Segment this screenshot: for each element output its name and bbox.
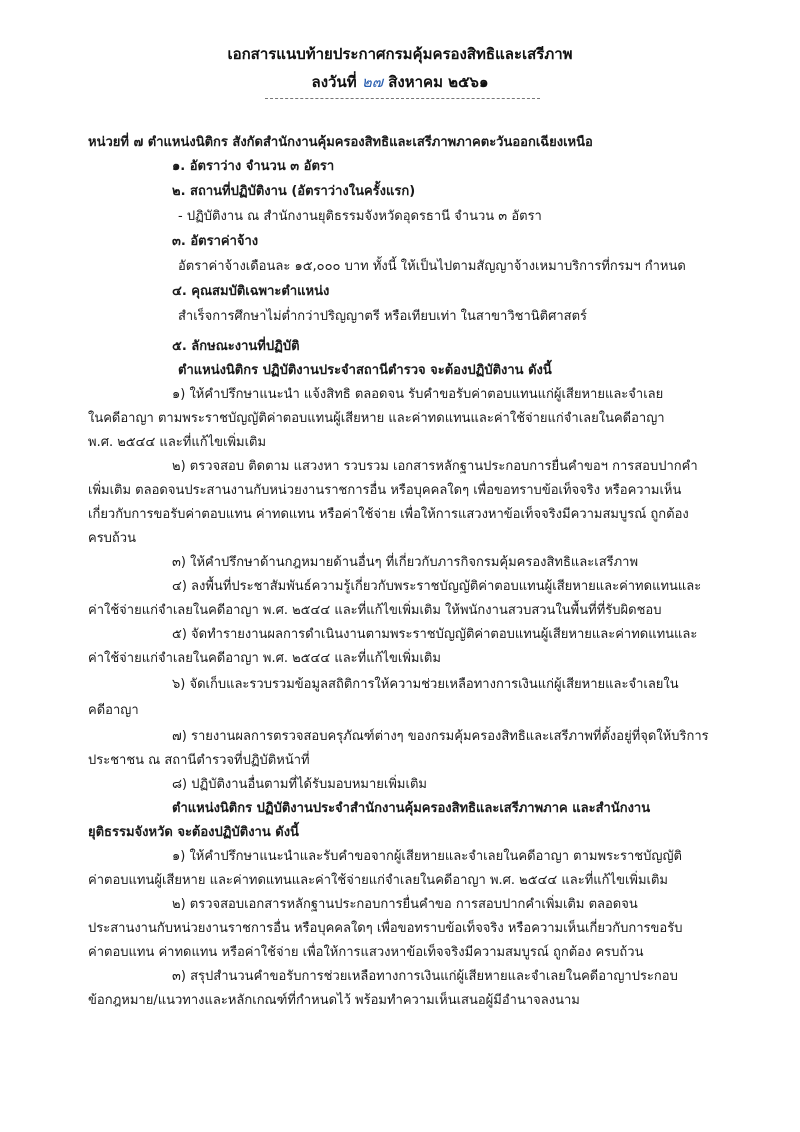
police-duty-line: เกี่ยวกับการขอรับค่าตอบแทน ค่าทดแทน หรือค่าใช้จ่าย เพื่อให้การแสวงหาข้อเท็จจริงมีความสมบูรณ์ ถูกต้อง [88,507,689,522]
office-duties-heading-1: ตำแหน่งนิติกร ปฏิบัติงานประจำสำนักงานคุ้มครองสิทธิและเสรีภาพภาค และสำนักงาน [172,801,651,816]
police-duty-line: ๑) ให้คำปรึกษาแนะนำ แจ้งสิทธิ ตลอดจน รับคำขอรับค่าตอบแทนแก่ผู้เสียหายและจำเลย [172,387,664,402]
office-duty-line: ๑) ให้คำปรึกษาแนะนำและรับคำขอจากผู้เสียหายและจำเลยในคดีอาญา ตามพระราชบัญญัติ [172,849,682,864]
divider-dashed [265,98,540,99]
police-duty-line: ๖) จัดเก็บและรวบรวมข้อมูลสถิติการให้ความช่วยเหลือทางการเงินแก่ผู้เสียหายและจำเลยใน [172,677,679,692]
police-duty-line: ๕) จัดทำรายงานผลการดำเนินงานตามพระราชบัญญัติค่าตอบแทนผู้เสียหายและค่าทดแทนและ [172,627,698,642]
section-2-label: ๒. สถานที่ปฏิบัติงาน (อัตราว่างในครั้งแรก) [172,184,416,199]
date-prefix: ลงวันที่ [311,73,357,91]
office-duty-line: ค่าตอบแทน ค่าทดแทน หรือค่าใช้จ่าย เพื่อให้การแสวงหาข้อเท็จจริงมีความสมบูรณ์ ถูกต้อง ครบถ้วน [88,945,644,960]
police-duty-line: ประชาชน ณ สถานีตำรวจที่ปฏิบัติหน้าที่ [88,753,310,768]
section-2-detail: - ปฏิบัติงาน ณ สำนักงานยุติธรรมจังหวัดอุดรธานี จำนวน ๓ อัตรา [178,209,542,224]
office-duty-line: ประสานงานกับหน่วยงานราชการอื่น หรือบุคคลใดๆ เพื่อขอทราบข้อเท็จจริง หรือความเห็นเกี่ยวกับการขอรับ [88,921,683,936]
section-4-detail: สำเร็จการศึกษาไม่ต่ำกว่าปริญญาตรี หรือเทียบเท่า ในสาขาวิชานิติศาสตร์ [178,309,587,324]
handwritten-day: ๒๗ [361,73,384,91]
office-duty-line: ๒) ตรวจสอบเอกสารหลักฐานประกอบการยื่นคำขอ การสอบปากคำเพิ่มเติม ตลอดจน [172,897,638,912]
document-date [0,70,800,94]
police-duty-line: ๘) ปฏิบัติงานอื่นตามที่ได้รับมอบหมายเพิ่มเติม [172,777,427,792]
section-3-label: ๓. อัตราค่าจ้าง [172,234,259,249]
office-duty-line: ข้อกฎหมาย/แนวทางและหลักเกณฑ์ที่กำหนดไว้ พร้อมทำความเห็นเสนอผู้มีอำนาจลงนาม [88,993,580,1008]
section-5-label: ๕. ลักษณะงานที่ปฏิบัติ [172,339,300,354]
office-duty-line: ค่าตอบแทนผู้เสียหาย และค่าทดแทนและค่าใช้จ่ายแก่จำเลยในคดีอาญา พ.ศ. ๒๕๔๔ และที่แก้ไขเพิ่มเติม [88,873,668,888]
date-suffix: สิงหาคม ๒๕๖๑ [388,73,489,91]
police-duty-line: ๗) รายงานผลการตรวจสอบครุภัณฑ์ต่างๆ ของกรมคุ้มครองสิทธิและเสรีภาพที่ตั้งอยู่ที่จุดให้บริการ [172,729,709,744]
police-duty-line: ค่าใช้จ่ายแก่จำเลยในคดีอาญา พ.ศ. ๒๕๔๔ และที่แก้ไขเพิ่มเติม [88,651,441,666]
police-duty-line: ครบถ้วน [88,531,136,546]
police-duty-line: ๓) ให้คำปรึกษาด้านกฎหมายด้านอื่นๆ ที่เกี่ยวกับภารกิจกรมคุ้มครองสิทธิและเสรีภาพ [172,555,639,570]
section-3-detail: อัตราค่าจ้างเดือนละ ๑๕,๐๐๐ บาท ทั้งนี้ ให้เป็นไปตามสัญญาจ้างเหมาบริการที่กรมฯ กำหนด [178,259,686,274]
office-duties-heading-2: ยุติธรรมจังหวัด จะต้องปฏิบัติงาน ดังนี้ [88,825,299,840]
police-duties-heading: ตำแหน่งนิติกร ปฏิบัติงานประจำสถานีตำรวจ จะต้องปฏิบัติงาน ดังนี้ [178,363,552,378]
office-duty-line: ๓) สรุปสำนวนคำขอรับการช่วยเหลือทางการเงินแก่ผู้เสียหายและจำเลยในคดีอาญาประกอบ [172,969,678,984]
document-title: เอกสารแนบท้ายประกาศกรมคุ้มครองสิทธิและเสรีภาพ [227,45,573,63]
section-4-label: ๔. คุณสมบัติเฉพาะตำแหน่ง [172,284,330,299]
police-duty-line: ๒) ตรวจสอบ ติดตาม แสวงหา รวบรวม เอกสารหลักฐานประกอบการยื่นคำขอฯ การสอบปากคำ [172,459,698,474]
police-duty-line: เพิ่มเติม ตลอดจนประสานงานกับหน่วยงานราชการอื่น หรือบุคคลใดๆ เพื่อขอทราบข้อเท็จจริง หรือความเห็น [88,483,682,498]
unit-heading: หน่วยที่ ๗ ตำแหน่งนิติกร สังกัดสำนักงานคุ้มครองสิทธิและเสรีภาพภาคตะวันออกเฉียงเหนือ [88,135,593,150]
police-duty-line: คดีอาญา [88,703,139,718]
police-duty-line: พ.ศ. ๒๕๔๔ และที่แก้ไขเพิ่มเติม [88,435,267,450]
police-duty-line: ในคดีอาญา ตามพระราชบัญญัติค่าตอบแทนผู้เสียหาย และค่าทดแทนและค่าใช้จ่ายแก่จำเลยในคดีอาญา [88,411,665,426]
police-duty-line: ๔) ลงพื้นที่ประชาสัมพันธ์ความรู้เกี่ยวกับพระราชบัญญัติค่าตอบแทนผู้เสียหายและค่าทดแทนและ [172,579,702,594]
section-1-label: ๑. อัตราว่าง จำนวน ๓ อัตรา [172,159,335,174]
police-duty-line: ค่าใช้จ่ายแก่จำเลยในคดีอาญา พ.ศ. ๒๕๔๔ และที่แก้ไขเพิ่มเติม ให้พนักงานสวบสวนในพื้นที่ที่รับผิดชอบ [88,603,662,618]
